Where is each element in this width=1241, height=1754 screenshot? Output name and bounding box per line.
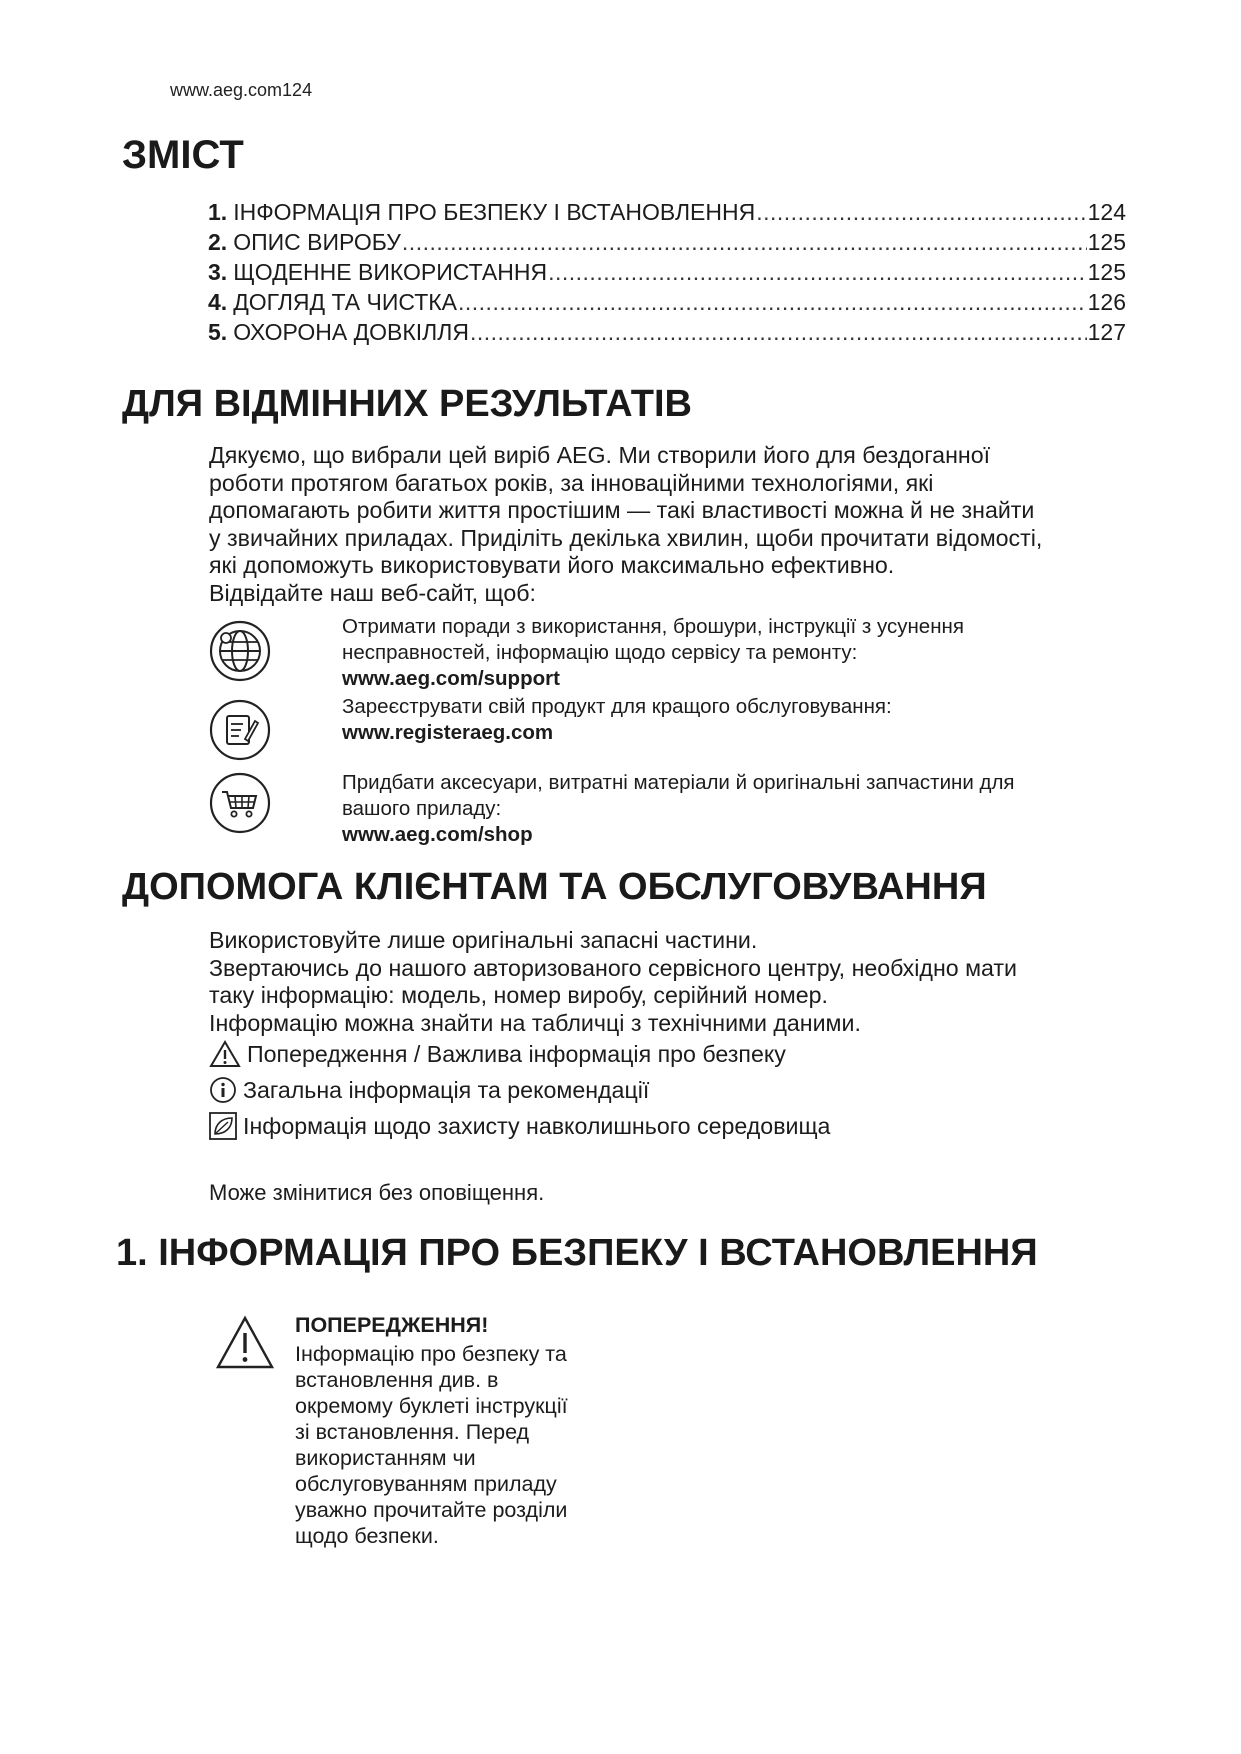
intro-paragraph: Дякуємо, що вибрали цей виріб AEG. Ми створили його для бездоганної роботи протягом багатьох років, за інноваційними технологіями, які допомагають робити життя простішим — такі властивості можна й не знайти у звичайних приладах. Приділіть декілька хвилин, щоби прочитати відомості, які допоможуть використовувати його максимально ефективно. Відвідайте наш веб-сайт, щоб: [209, 442, 1043, 606]
shop-link-block: Придбати аксесуари, витратні матеріали й оригінальні запчастини для вашого приладу: www.aeg.com/shop [342, 770, 1122, 848]
toc-item[interactable]: 2. ОПИС ВИРОБУ ..... 125 [208, 227, 1126, 257]
register-link[interactable]: www.registeraeg.com [342, 721, 554, 744]
warning-body: Інформацію про безпеку та встановлення див. в окремому буклеті інструкції зі встановлення. Перед використанням чи обслуговуванням приладу уважно прочитайте розділи щодо безпеки. [295, 1342, 568, 1548]
support-link-block: Отримати поради з використання, брошури, інструкції з усунення несправностей, інформацію щодо сервісу та ремонту: www.aeg.com/support [342, 614, 1122, 692]
register-document-icon [209, 699, 271, 761]
section-title-perfect-results: ДЛЯ ВІДМІННИХ РЕЗУЛЬТАТІВ [122, 383, 692, 425]
info-icon [209, 1076, 237, 1104]
section-title-safety: 1. ІНФОРМАЦІЯ ПРО БЕЗПЕКУ І ВСТАНОВЛЕННЯ [116, 1232, 1038, 1274]
support-link[interactable]: www.aeg.com/support [342, 667, 560, 690]
table-of-contents [208, 197, 1126, 347]
toc-item[interactable]: 4. ДОГЛЯД ТА ЧИСТКА ..... 126 [208, 287, 1126, 317]
section-title-support: ДОПОМОГА КЛІЄНТАМ ТА ОБСЛУГОВУВАННЯ [122, 866, 987, 908]
shop-link[interactable]: www.aeg.com/shop [342, 823, 533, 846]
toc-item[interactable]: 5. ОХОРОНА ДОВКІЛЛЯ ..... 127 [208, 317, 1126, 347]
toc-title: ЗМІСТ [122, 133, 244, 177]
change-notice: Може змінитися без оповіщення. [209, 1180, 545, 1205]
legend-environment: Інформація щодо захисту навколишнього середовища [209, 1112, 830, 1140]
toc-item[interactable]: 1. ІНФОРМАЦІЯ ПРО БЕЗПЕКУ І ВСТАНОВЛЕННЯ ..... 124 [208, 197, 1126, 227]
shopping-cart-icon [209, 772, 271, 834]
warning-title: ПОПЕРЕДЖЕННЯ! [295, 1313, 489, 1337]
legend-warning: Попередження / Важлива інформація про безпеку [209, 1040, 786, 1068]
legend-info: Загальна інформація та рекомендації [209, 1076, 649, 1104]
support-paragraph: Використовуйте лише оригінальні запасні частини. Звертаючись до нашого авторизованого сервісного центру, необхідно мати таку інформацію: модель, номер виробу, серійний номер. Інформацію можна знайти на табличці з технічними даними. [209, 927, 1017, 1036]
warning-triangle-icon [209, 1040, 241, 1068]
warning-triangle-icon [215, 1315, 275, 1371]
toc-item[interactable]: 3. ЩОДЕННЕ ВИКОРИСТАННЯ ..... 125 [208, 257, 1126, 287]
leaf-icon [209, 1112, 237, 1140]
site-header: www.aeg.com124 [170, 80, 313, 100]
globe-icon [209, 620, 271, 682]
register-link-block: Зареєструвати свій продукт для кращого обслуговування: www.registeraeg.com [342, 694, 1122, 746]
